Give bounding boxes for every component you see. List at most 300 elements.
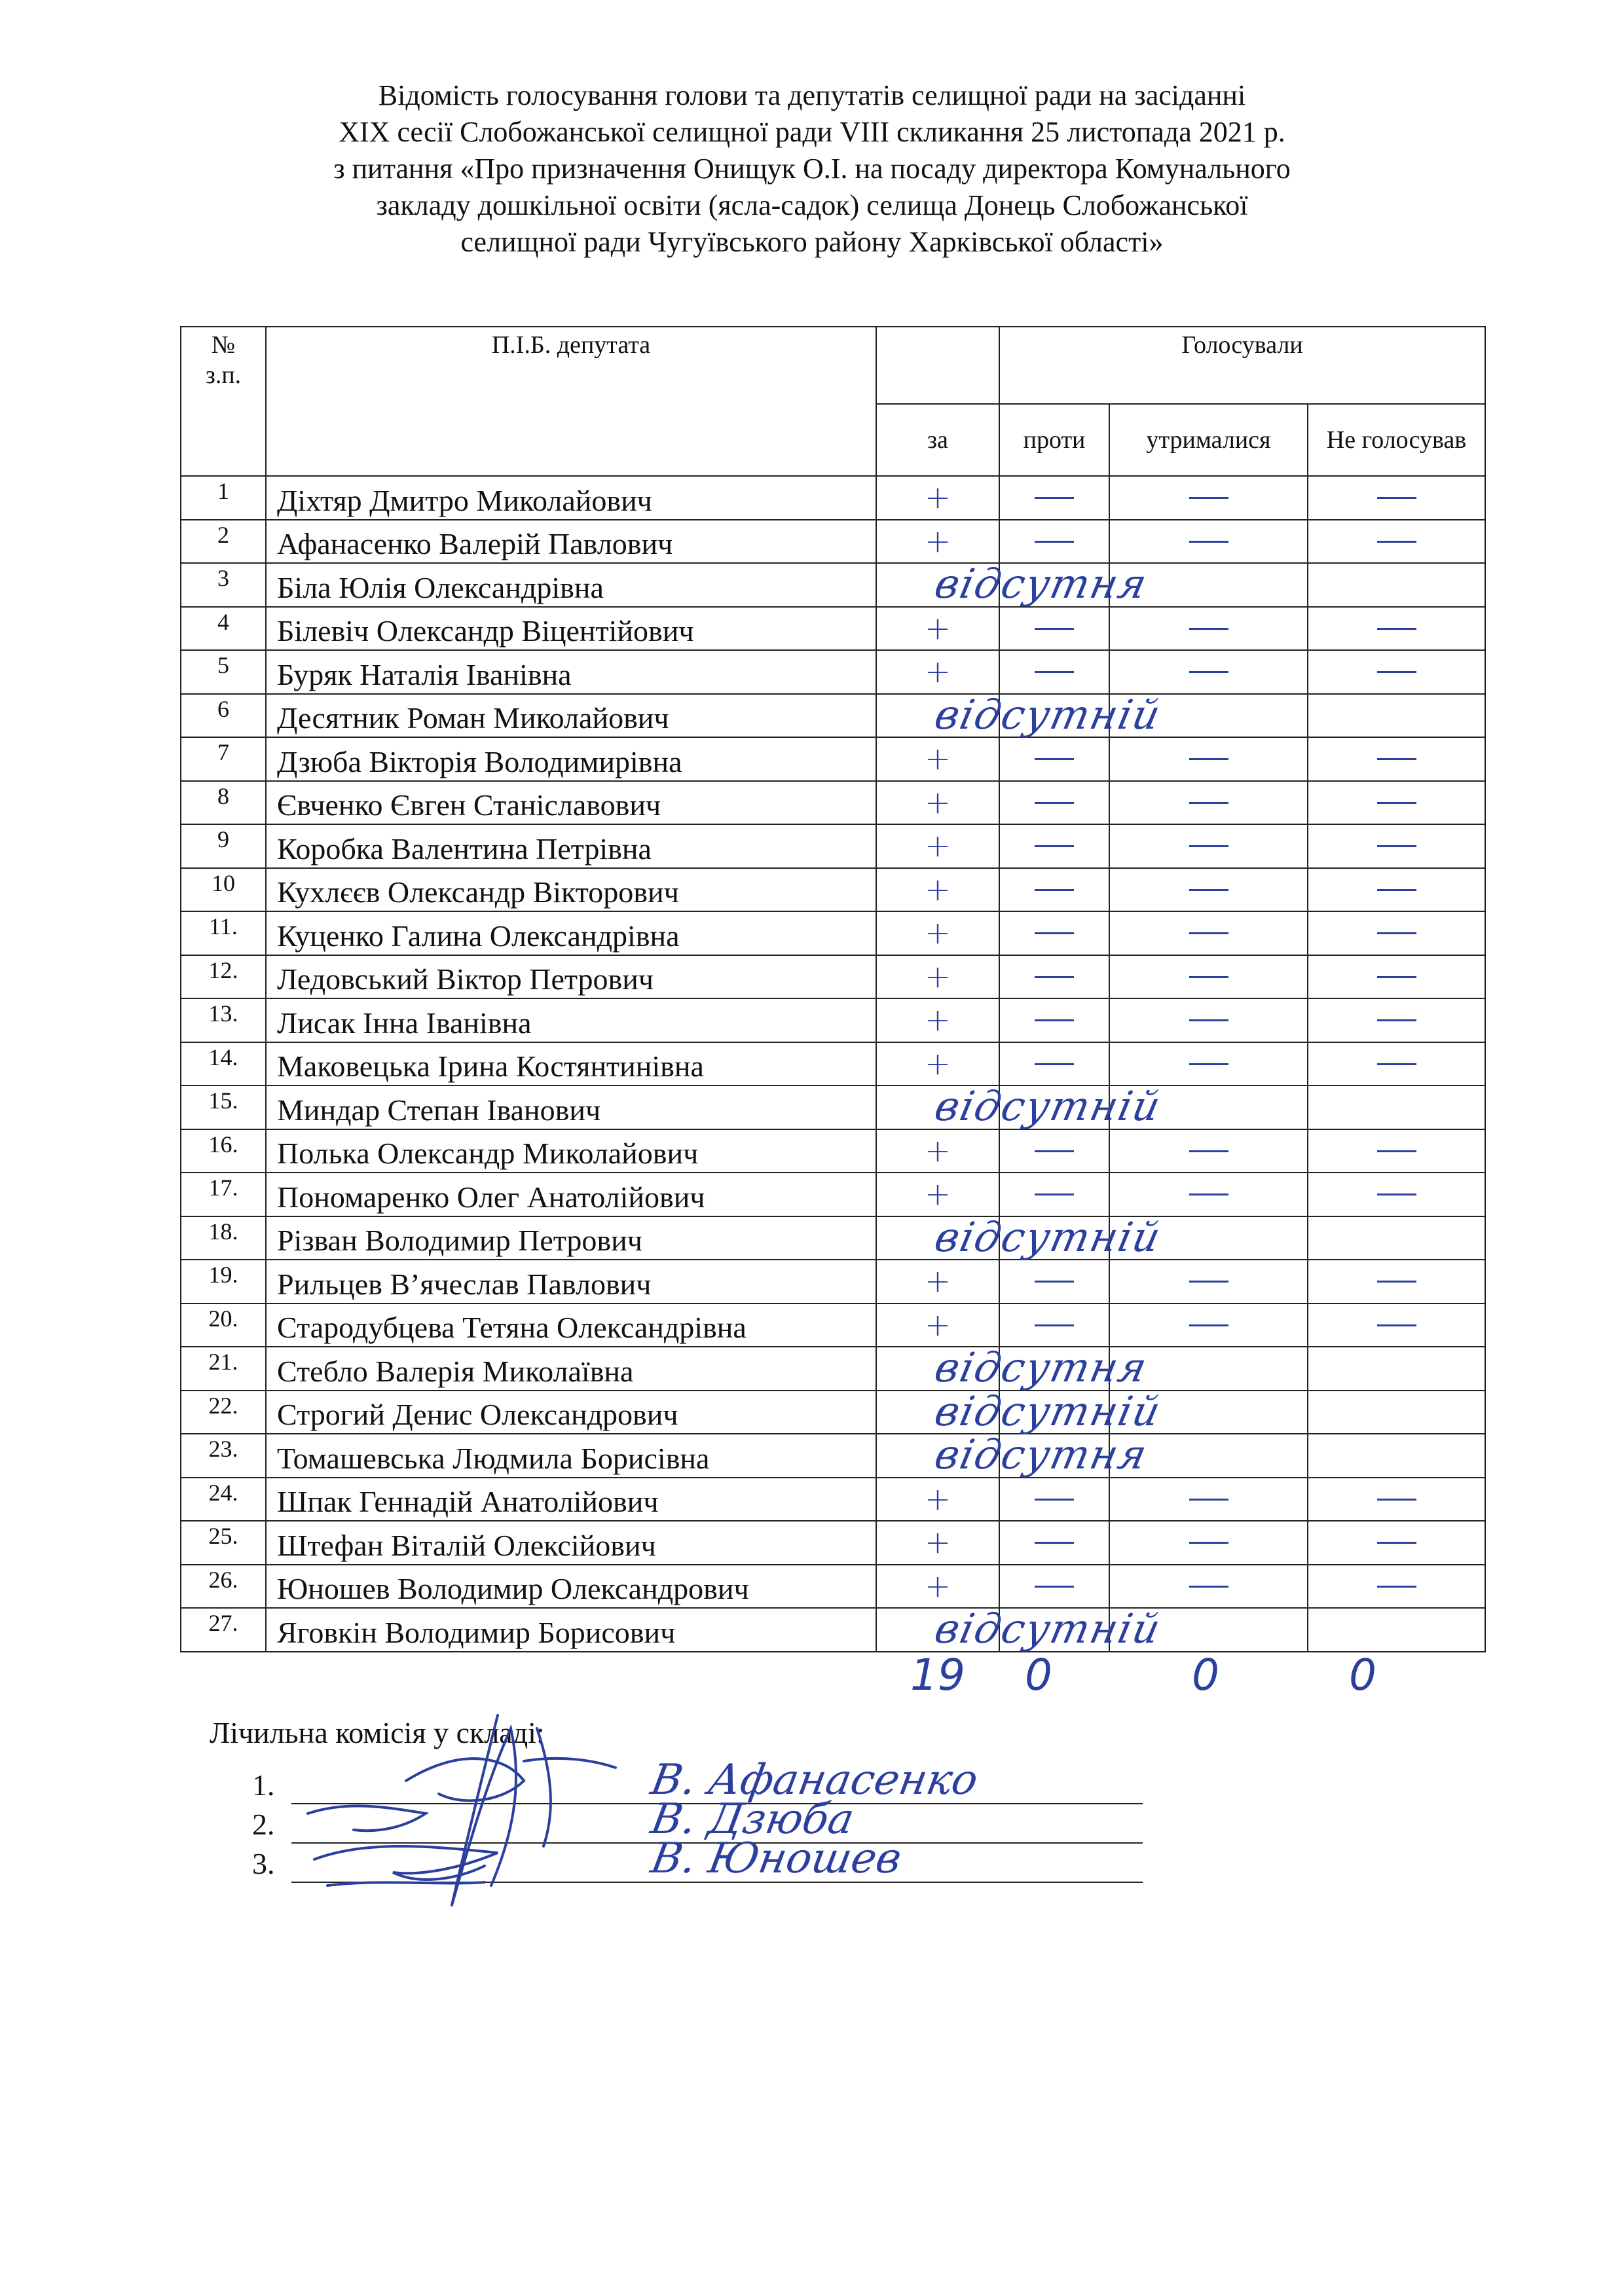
deputy-name: Афанасенко Валерій Павлович [266, 520, 876, 564]
plus-mark: + [924, 653, 951, 691]
table-row [181, 563, 1485, 607]
deputy-name: Стародубцева Тетяна Олександрівна [266, 1303, 876, 1347]
row-number: 20. [181, 1303, 266, 1347]
title-line: XIX сесії Слобожанської селищної ради VIII скликання 25 листопада 2021 р. [339, 116, 1285, 148]
dash-mark [1189, 1542, 1228, 1544]
header-name: П.І.Б. депутата [266, 327, 876, 476]
cell-abstained [1109, 607, 1308, 651]
row-number: 16. [181, 1129, 266, 1173]
dash-mark [1189, 497, 1228, 499]
dash-mark [1035, 1194, 1074, 1195]
deputy-name: Кухлєєв Олександр Вікторович [266, 868, 876, 912]
cell-for [876, 650, 999, 694]
deputy-name: Буряк Наталія Іванівна [266, 650, 876, 694]
row-number: 17. [181, 1173, 266, 1216]
cell-not-voted [1308, 650, 1485, 694]
cell-for [876, 781, 999, 825]
cell-abstained [1109, 1260, 1308, 1303]
dash-mark [1189, 628, 1228, 630]
cell-not-voted [1308, 1173, 1485, 1216]
cell-for [876, 1478, 999, 1522]
cell-not-voted [1308, 737, 1485, 781]
deputy-name: Рильцев В’ячеслав Павлович [266, 1260, 876, 1303]
member-name: В. Дзюба [647, 1795, 858, 1844]
cell-against [999, 694, 1109, 738]
total-for: 19 [910, 1650, 965, 1700]
plus-mark: + [924, 1306, 951, 1343]
row-number: 8 [181, 781, 266, 825]
cell-for [876, 1260, 999, 1303]
header-voted: Голосували [999, 327, 1485, 404]
cell-against [999, 650, 1109, 694]
dash-mark [1035, 1499, 1074, 1501]
cell-for [876, 998, 999, 1042]
dash-mark [1377, 932, 1416, 934]
cell-against [999, 737, 1109, 781]
absent-note: відсутній [931, 1605, 1166, 1652]
cell-not-voted [1308, 781, 1485, 825]
cell-against [999, 563, 1109, 607]
dash-mark [1189, 802, 1228, 804]
dash-mark [1035, 889, 1074, 891]
cell-abstained [1109, 824, 1308, 868]
dash-mark [1189, 976, 1228, 978]
table-row [181, 868, 1485, 912]
row-number: 10 [181, 868, 266, 912]
table-row [181, 520, 1485, 564]
deputy-name: Діхтяр Дмитро Миколайович [266, 476, 876, 520]
cell-against [999, 520, 1109, 564]
dash-mark [1189, 845, 1228, 847]
row-number: 11. [181, 911, 266, 955]
deputy-name: Куценко Галина Олександрівна [266, 911, 876, 955]
cell-against [999, 476, 1109, 520]
dash-mark [1035, 1586, 1074, 1588]
row-number: 22. [181, 1391, 266, 1434]
cell-abstained [1109, 781, 1308, 825]
cell-against [999, 1216, 1109, 1260]
cell-abstained [1109, 563, 1308, 607]
dash-mark [1035, 976, 1074, 978]
dash-mark [1377, 976, 1416, 978]
cell-abstained [1109, 1521, 1308, 1565]
dash-mark [1377, 802, 1416, 804]
table-row [181, 1608, 1485, 1652]
cell-not-voted [1308, 1216, 1485, 1260]
cell-abstained [1109, 868, 1308, 912]
table-row [181, 650, 1485, 694]
row-number: 18. [181, 1216, 266, 1260]
total-against: 0 [1025, 1650, 1052, 1700]
cell-not-voted [1308, 911, 1485, 955]
cell-against [999, 1391, 1109, 1434]
dash-mark [1189, 1063, 1228, 1065]
table-row [181, 824, 1485, 868]
row-number: 2 [181, 520, 266, 564]
cell-abstained [1109, 1434, 1308, 1478]
cell-not-voted [1308, 868, 1485, 912]
deputy-name: Євченко Євген Станіславович [266, 781, 876, 825]
absent-note: відсутній [931, 1212, 1166, 1261]
dash-mark [1377, 1194, 1416, 1195]
cell-not-voted [1308, 955, 1485, 999]
handwritten-signatures [288, 1689, 655, 1938]
dash-mark [1377, 1324, 1416, 1326]
cell-not-voted [1308, 1042, 1485, 1086]
dash-mark [1035, 628, 1074, 630]
dash-mark [1377, 889, 1416, 891]
cell-against [999, 781, 1109, 825]
cell-for [876, 1042, 999, 1086]
cell-not-voted [1308, 824, 1485, 868]
header-for: за [876, 404, 999, 476]
row-number: 27. [181, 1608, 266, 1652]
dash-mark [1035, 1019, 1074, 1021]
member-name: В. Афанасенко [647, 1756, 982, 1804]
deputy-name: Миндар Степан Іванович [266, 1085, 876, 1129]
dash-mark [1035, 845, 1074, 847]
absent-note: відсутня [931, 1430, 1153, 1478]
cell-not-voted [1308, 1391, 1485, 1434]
dash-mark [1377, 671, 1416, 673]
cell-not-voted [1308, 1347, 1485, 1391]
deputy-name: Ледовський Віктор Петрович [266, 955, 876, 999]
commission-label: Лічильна комісія у складі: [210, 1716, 545, 1749]
cell-for [876, 955, 999, 999]
cell-not-voted [1308, 1129, 1485, 1173]
row-number: 7 [181, 737, 266, 781]
plus-mark: + [924, 479, 951, 517]
dash-mark [1377, 1281, 1416, 1283]
title-line: Відомість голосування голови та депутатів селищної ради на засіданні [378, 79, 1246, 111]
cell-not-voted [1308, 1565, 1485, 1609]
title-line: з питання «Про призначення Онищук О.І. на посаду директора Комунального [333, 153, 1291, 185]
row-number: 23. [181, 1434, 266, 1478]
commission-member: 3. В. Юношев [252, 1846, 1143, 1886]
deputy-name: Штефан Віталій Олексійович [266, 1521, 876, 1565]
cell-for [876, 1303, 999, 1347]
cell-against [999, 824, 1109, 868]
cell-for [876, 1521, 999, 1565]
cell-against [999, 1565, 1109, 1609]
cell-against [999, 998, 1109, 1042]
dash-mark [1377, 497, 1416, 499]
cell-against [999, 1042, 1109, 1086]
absent-cell [876, 560, 1153, 608]
deputy-name: Маковецька Ірина Костянтинівна [266, 1042, 876, 1086]
cell-against [999, 1303, 1109, 1347]
table-row [181, 1260, 1485, 1303]
dash-mark [1035, 932, 1074, 934]
plus-mark: + [924, 1176, 951, 1213]
dash-mark [1189, 932, 1228, 934]
cell-against [999, 1521, 1109, 1565]
row-number: 12. [181, 955, 266, 999]
vote-rows [181, 476, 1485, 1652]
dash-mark [1189, 889, 1228, 891]
dash-mark [1377, 1063, 1416, 1065]
plus-mark: + [924, 1524, 951, 1561]
cell-abstained [1109, 1173, 1308, 1216]
table-row [181, 1129, 1485, 1173]
cell-not-voted [1308, 1260, 1485, 1303]
cell-abstained [1109, 1608, 1308, 1652]
plus-mark: + [924, 740, 951, 778]
cell-not-voted [1308, 520, 1485, 564]
table-row [181, 1085, 1485, 1129]
member-name: В. Юношев [647, 1834, 906, 1883]
cell-against [999, 1478, 1109, 1522]
cell-for [876, 607, 999, 651]
plus-mark: + [924, 1002, 951, 1039]
dash-mark [1377, 1019, 1416, 1021]
table-row [181, 694, 1485, 738]
dash-mark [1377, 1586, 1416, 1588]
cell-abstained [1109, 476, 1308, 520]
deputy-name: Біла Юлія Олександрівна [266, 563, 876, 607]
row-number: 1 [181, 476, 266, 520]
deputy-name: Полька Олександр Миколайович [266, 1129, 876, 1173]
table-row [181, 1303, 1485, 1347]
dash-mark [1189, 671, 1228, 673]
cell-abstained [1109, 1216, 1308, 1260]
cell-abstained [1109, 650, 1308, 694]
dash-mark [1377, 758, 1416, 760]
cell-not-voted [1308, 694, 1485, 738]
plus-mark: + [924, 1132, 951, 1169]
dash-mark [1377, 541, 1416, 543]
table-row [181, 1391, 1485, 1434]
absent-note: відсутній [931, 1082, 1166, 1130]
table-row [181, 955, 1485, 999]
dash-mark [1377, 845, 1416, 847]
row-number: 15. [181, 1085, 266, 1129]
cell-against [999, 911, 1109, 955]
cell-against [999, 1173, 1109, 1216]
dash-mark [1035, 497, 1074, 499]
dash-mark [1189, 1281, 1228, 1283]
plus-mark: + [924, 915, 951, 952]
row-number: 24. [181, 1478, 266, 1522]
cell-abstained [1109, 911, 1308, 955]
cell-against [999, 1434, 1109, 1478]
dash-mark [1189, 1194, 1228, 1195]
table-row [181, 911, 1485, 955]
deputy-name: Дзюба Вікторія Володимирівна [266, 737, 876, 781]
table-row [181, 998, 1485, 1042]
table-row [181, 1521, 1485, 1565]
cell-not-voted [1308, 607, 1485, 651]
cell-abstained [1109, 1565, 1308, 1609]
cell-for [876, 1129, 999, 1173]
cell-for [876, 520, 999, 564]
dash-mark [1035, 1150, 1074, 1152]
dash-mark [1189, 1019, 1228, 1021]
table-row [181, 1347, 1485, 1391]
deputy-name: Пономаренко Олег Анатолійович [266, 1173, 876, 1216]
cell-abstained [1109, 1085, 1308, 1129]
dash-mark [1377, 628, 1416, 630]
cell-abstained [1109, 998, 1308, 1042]
absent-cell [876, 1082, 1166, 1130]
table-row [181, 607, 1485, 651]
table-row [181, 1042, 1485, 1086]
dash-mark [1189, 1324, 1228, 1326]
header-abstained: утрималися [1109, 404, 1308, 476]
cell-for [876, 1565, 999, 1609]
cell-for [876, 911, 999, 955]
title-line: селищної ради Чугуївського району Харківської області» [460, 226, 1164, 258]
row-number: 3 [181, 563, 266, 607]
plus-mark: + [924, 1045, 951, 1082]
title-line: закладу дошкільної освіти (ясла-садок) селища Донець Слобожанської [376, 189, 1248, 221]
cell-against [999, 955, 1109, 999]
deputy-name: Різван Володимир Петрович [266, 1216, 876, 1260]
header-not-voted: Не голосував [1308, 404, 1485, 476]
cell-abstained [1109, 1129, 1308, 1173]
deputy-name: Стебло Валерія Миколаївна [266, 1347, 876, 1391]
row-number: 4 [181, 607, 266, 651]
cell-abstained [1109, 1303, 1308, 1347]
cell-not-voted [1308, 1303, 1485, 1347]
cell-for [876, 824, 999, 868]
absent-note: відсутня [931, 1343, 1153, 1391]
table-row [181, 737, 1485, 781]
dash-mark [1189, 1150, 1228, 1152]
dash-mark [1035, 1542, 1074, 1544]
cell-abstained [1109, 694, 1308, 738]
dash-mark [1189, 758, 1228, 760]
plus-mark: + [924, 958, 951, 995]
cell-not-voted [1308, 1085, 1485, 1129]
total-not-voted: 0 [1349, 1650, 1376, 1700]
cell-against [999, 607, 1109, 651]
plus-mark: + [924, 828, 951, 865]
cell-against [999, 1608, 1109, 1652]
row-number: 26. [181, 1565, 266, 1609]
plus-mark: + [924, 522, 951, 560]
row-number: 9 [181, 824, 266, 868]
cell-abstained [1109, 737, 1308, 781]
deputy-name: Білевіч Олександр Віцентійович [266, 607, 876, 651]
dash-mark [1035, 1324, 1074, 1326]
dash-mark [1035, 758, 1074, 760]
deputy-name: Лисак Інна Іванівна [266, 998, 876, 1042]
plus-mark: + [924, 871, 951, 908]
table-row [181, 1216, 1485, 1260]
header-against: проти [999, 404, 1109, 476]
cell-not-voted [1308, 476, 1485, 520]
cell-against [999, 1129, 1109, 1173]
dash-mark [1189, 541, 1228, 543]
table-row [181, 1565, 1485, 1609]
cell-for [876, 476, 999, 520]
row-number: 13. [181, 998, 266, 1042]
absent-note: відсутній [931, 1387, 1166, 1435]
header-blank [876, 327, 999, 404]
cell-abstained [1109, 1478, 1308, 1522]
absent-cell [876, 1343, 1153, 1391]
cell-not-voted [1308, 563, 1485, 607]
table-row [181, 781, 1485, 825]
absent-note: відсутня [931, 560, 1153, 608]
dash-mark [1035, 802, 1074, 804]
plus-mark: + [924, 610, 951, 647]
absent-cell [876, 1430, 1153, 1478]
cell-against [999, 868, 1109, 912]
table-row [181, 1434, 1485, 1478]
dash-mark [1189, 1586, 1228, 1588]
cell-abstained [1109, 520, 1308, 564]
dash-mark [1035, 1063, 1074, 1065]
deputy-name: Шпак Геннадій Анатолійович [266, 1478, 876, 1522]
plus-mark: + [924, 1263, 951, 1300]
absent-cell [876, 690, 1166, 738]
plus-mark: + [924, 1480, 951, 1518]
total-abstained: 0 [1192, 1650, 1219, 1700]
absent-note: відсутній [931, 690, 1166, 738]
row-number: 14. [181, 1042, 266, 1086]
cell-not-voted [1308, 998, 1485, 1042]
deputy-name: Яговкін Володимир Борисович [266, 1608, 876, 1652]
commission-member: 1. В. Афанасенко [252, 1768, 1143, 1807]
table-row [181, 1173, 1485, 1216]
row-number: 21. [181, 1347, 266, 1391]
dash-mark [1377, 1150, 1416, 1152]
header-number: № з.п. [181, 327, 266, 476]
cell-not-voted [1308, 1608, 1485, 1652]
cell-abstained [1109, 1042, 1308, 1086]
dash-mark [1189, 1499, 1228, 1501]
plus-mark: + [924, 784, 951, 821]
dash-mark [1377, 1499, 1416, 1501]
row-number: 6 [181, 694, 266, 738]
cell-for [876, 868, 999, 912]
table-row [181, 476, 1485, 520]
cell-abstained [1109, 1391, 1308, 1434]
table-row [181, 1478, 1485, 1522]
voting-table [180, 326, 1486, 1652]
cell-against [999, 1260, 1109, 1303]
row-number: 5 [181, 650, 266, 694]
deputy-name: Томашевська Людмила Борисівна [266, 1434, 876, 1478]
dash-mark [1035, 1281, 1074, 1283]
deputy-name: Строгий Денис Олександрович [266, 1391, 876, 1434]
absent-cell [876, 1605, 1166, 1652]
cell-against [999, 1347, 1109, 1391]
cell-for [876, 737, 999, 781]
cell-not-voted [1308, 1478, 1485, 1522]
dash-mark [1377, 1542, 1416, 1544]
cell-abstained [1109, 1347, 1308, 1391]
document-title [0, 77, 1624, 261]
cell-for [876, 1173, 999, 1216]
dash-mark [1035, 541, 1074, 543]
cell-not-voted [1308, 1434, 1485, 1478]
row-number: 25. [181, 1521, 266, 1565]
deputy-name: Десятник Роман Миколайович [266, 694, 876, 738]
dash-mark [1035, 671, 1074, 673]
plus-mark: + [924, 1567, 951, 1605]
deputy-name: Коробка Валентина Петрівна [266, 824, 876, 868]
commission-member: 2. В. Дзюба [252, 1807, 1143, 1846]
deputy-name: Юношев Володимир Олександрович [266, 1565, 876, 1609]
absent-cell [876, 1387, 1166, 1435]
absent-cell [876, 1212, 1166, 1261]
cell-abstained [1109, 955, 1308, 999]
cell-not-voted [1308, 1521, 1485, 1565]
cell-against [999, 1085, 1109, 1129]
